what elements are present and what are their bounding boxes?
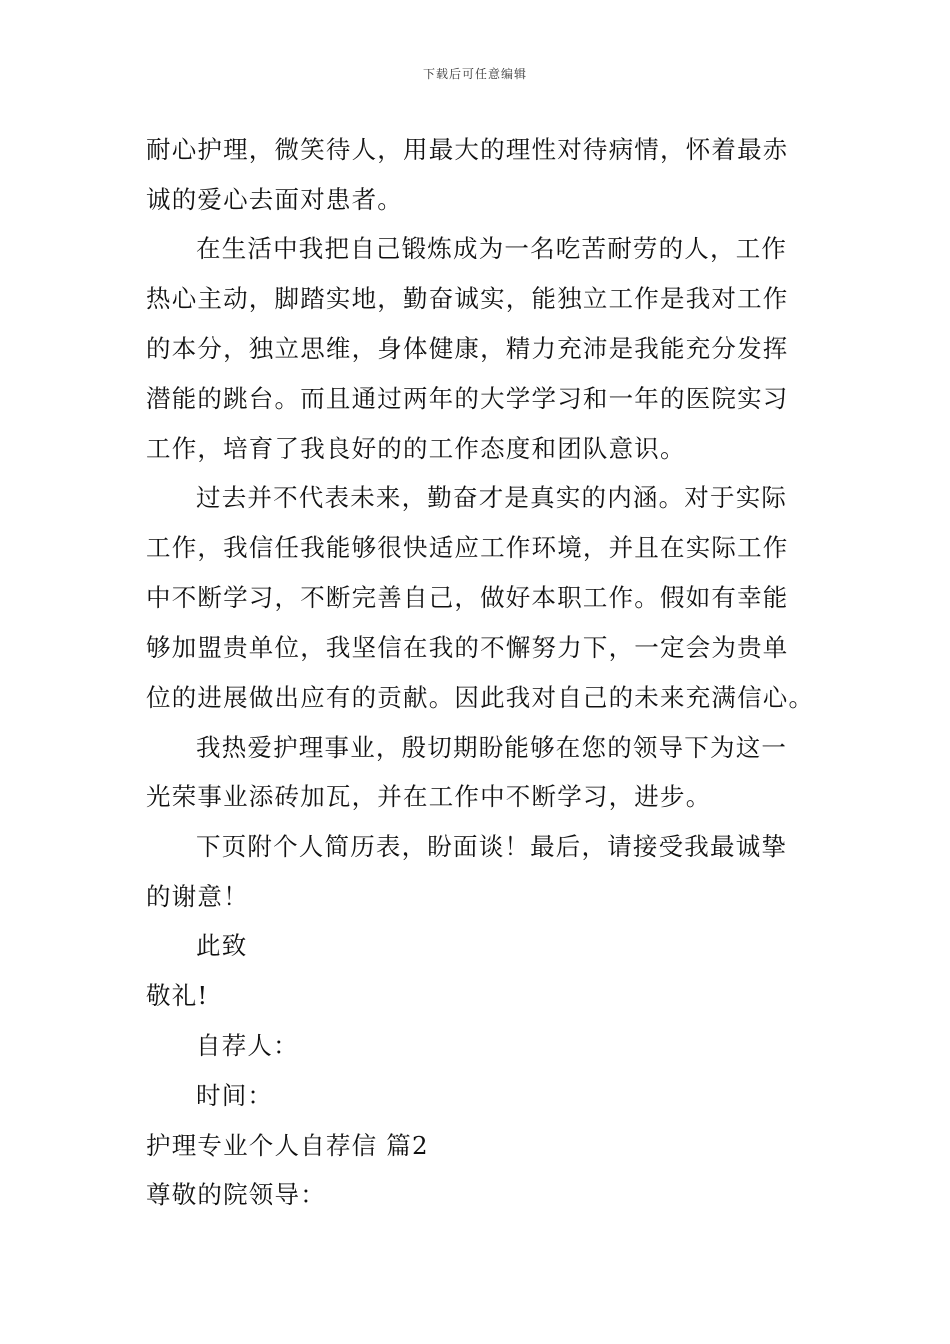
text-line: 的本分，独立思维，身体健康，精力充沛是我能充分发挥	[146, 334, 789, 363]
text-line: 工作，培育了我良好的的工作态度和团队意识。	[146, 434, 686, 463]
text-line: 下页附个人简历表，盼面谈！最后，请接受我最诚挚	[196, 832, 788, 861]
signer-label: 自荐人：	[196, 1031, 299, 1060]
text-line: 潜能的跳台。而且通过两年的大学学习和一年的医院实习	[146, 384, 789, 413]
date-label: 时间：	[196, 1081, 274, 1110]
text-line: 我热爱护理事业，殷切期盼能够在您的领导下为这一	[196, 733, 788, 762]
text-line: 热心主动，脚踏实地，勤奋诚实，能独立工作是我对工作	[146, 284, 789, 313]
closing-salute: 敬礼!	[146, 981, 209, 1010]
text-line: 中不断学习，不断完善自己，做好本职工作。假如有幸能	[146, 583, 789, 612]
text-line: 在生活中我把自己锻炼成为一名吃苦耐劳的人，工作	[196, 234, 788, 263]
salutation: 尊敬的院领导：	[146, 1180, 326, 1209]
text-line: 光荣事业添砖加瓦，并在工作中不断学习，进步。	[146, 782, 712, 811]
text-line: 诚的爱心去面对患者。	[146, 185, 403, 214]
closing-greeting: 此致	[196, 931, 248, 960]
text-line: 的谢意！	[146, 882, 249, 911]
text-line: 耐心护理，微笑待人，用最大的理性对待病情，怀着最赤	[146, 135, 789, 164]
page-header-note: 下载后可任意编辑	[422, 67, 527, 81]
text-line: 位的进展做出应有的贡献。因此我对自己的未来充满信心。	[146, 683, 815, 712]
text-line: 工作，我信任我能够很快适应工作环境，并且在实际工作	[146, 533, 789, 562]
text-line: 够加盟贵单位，我坚信在我的不懈努力下，一定会为贵单	[146, 633, 789, 662]
section-title: 护理专业个人自荐信 篇2	[146, 1131, 429, 1160]
text-line: 过去并不代表未来，勤奋才是真实的内涵。对于实际	[196, 483, 788, 512]
